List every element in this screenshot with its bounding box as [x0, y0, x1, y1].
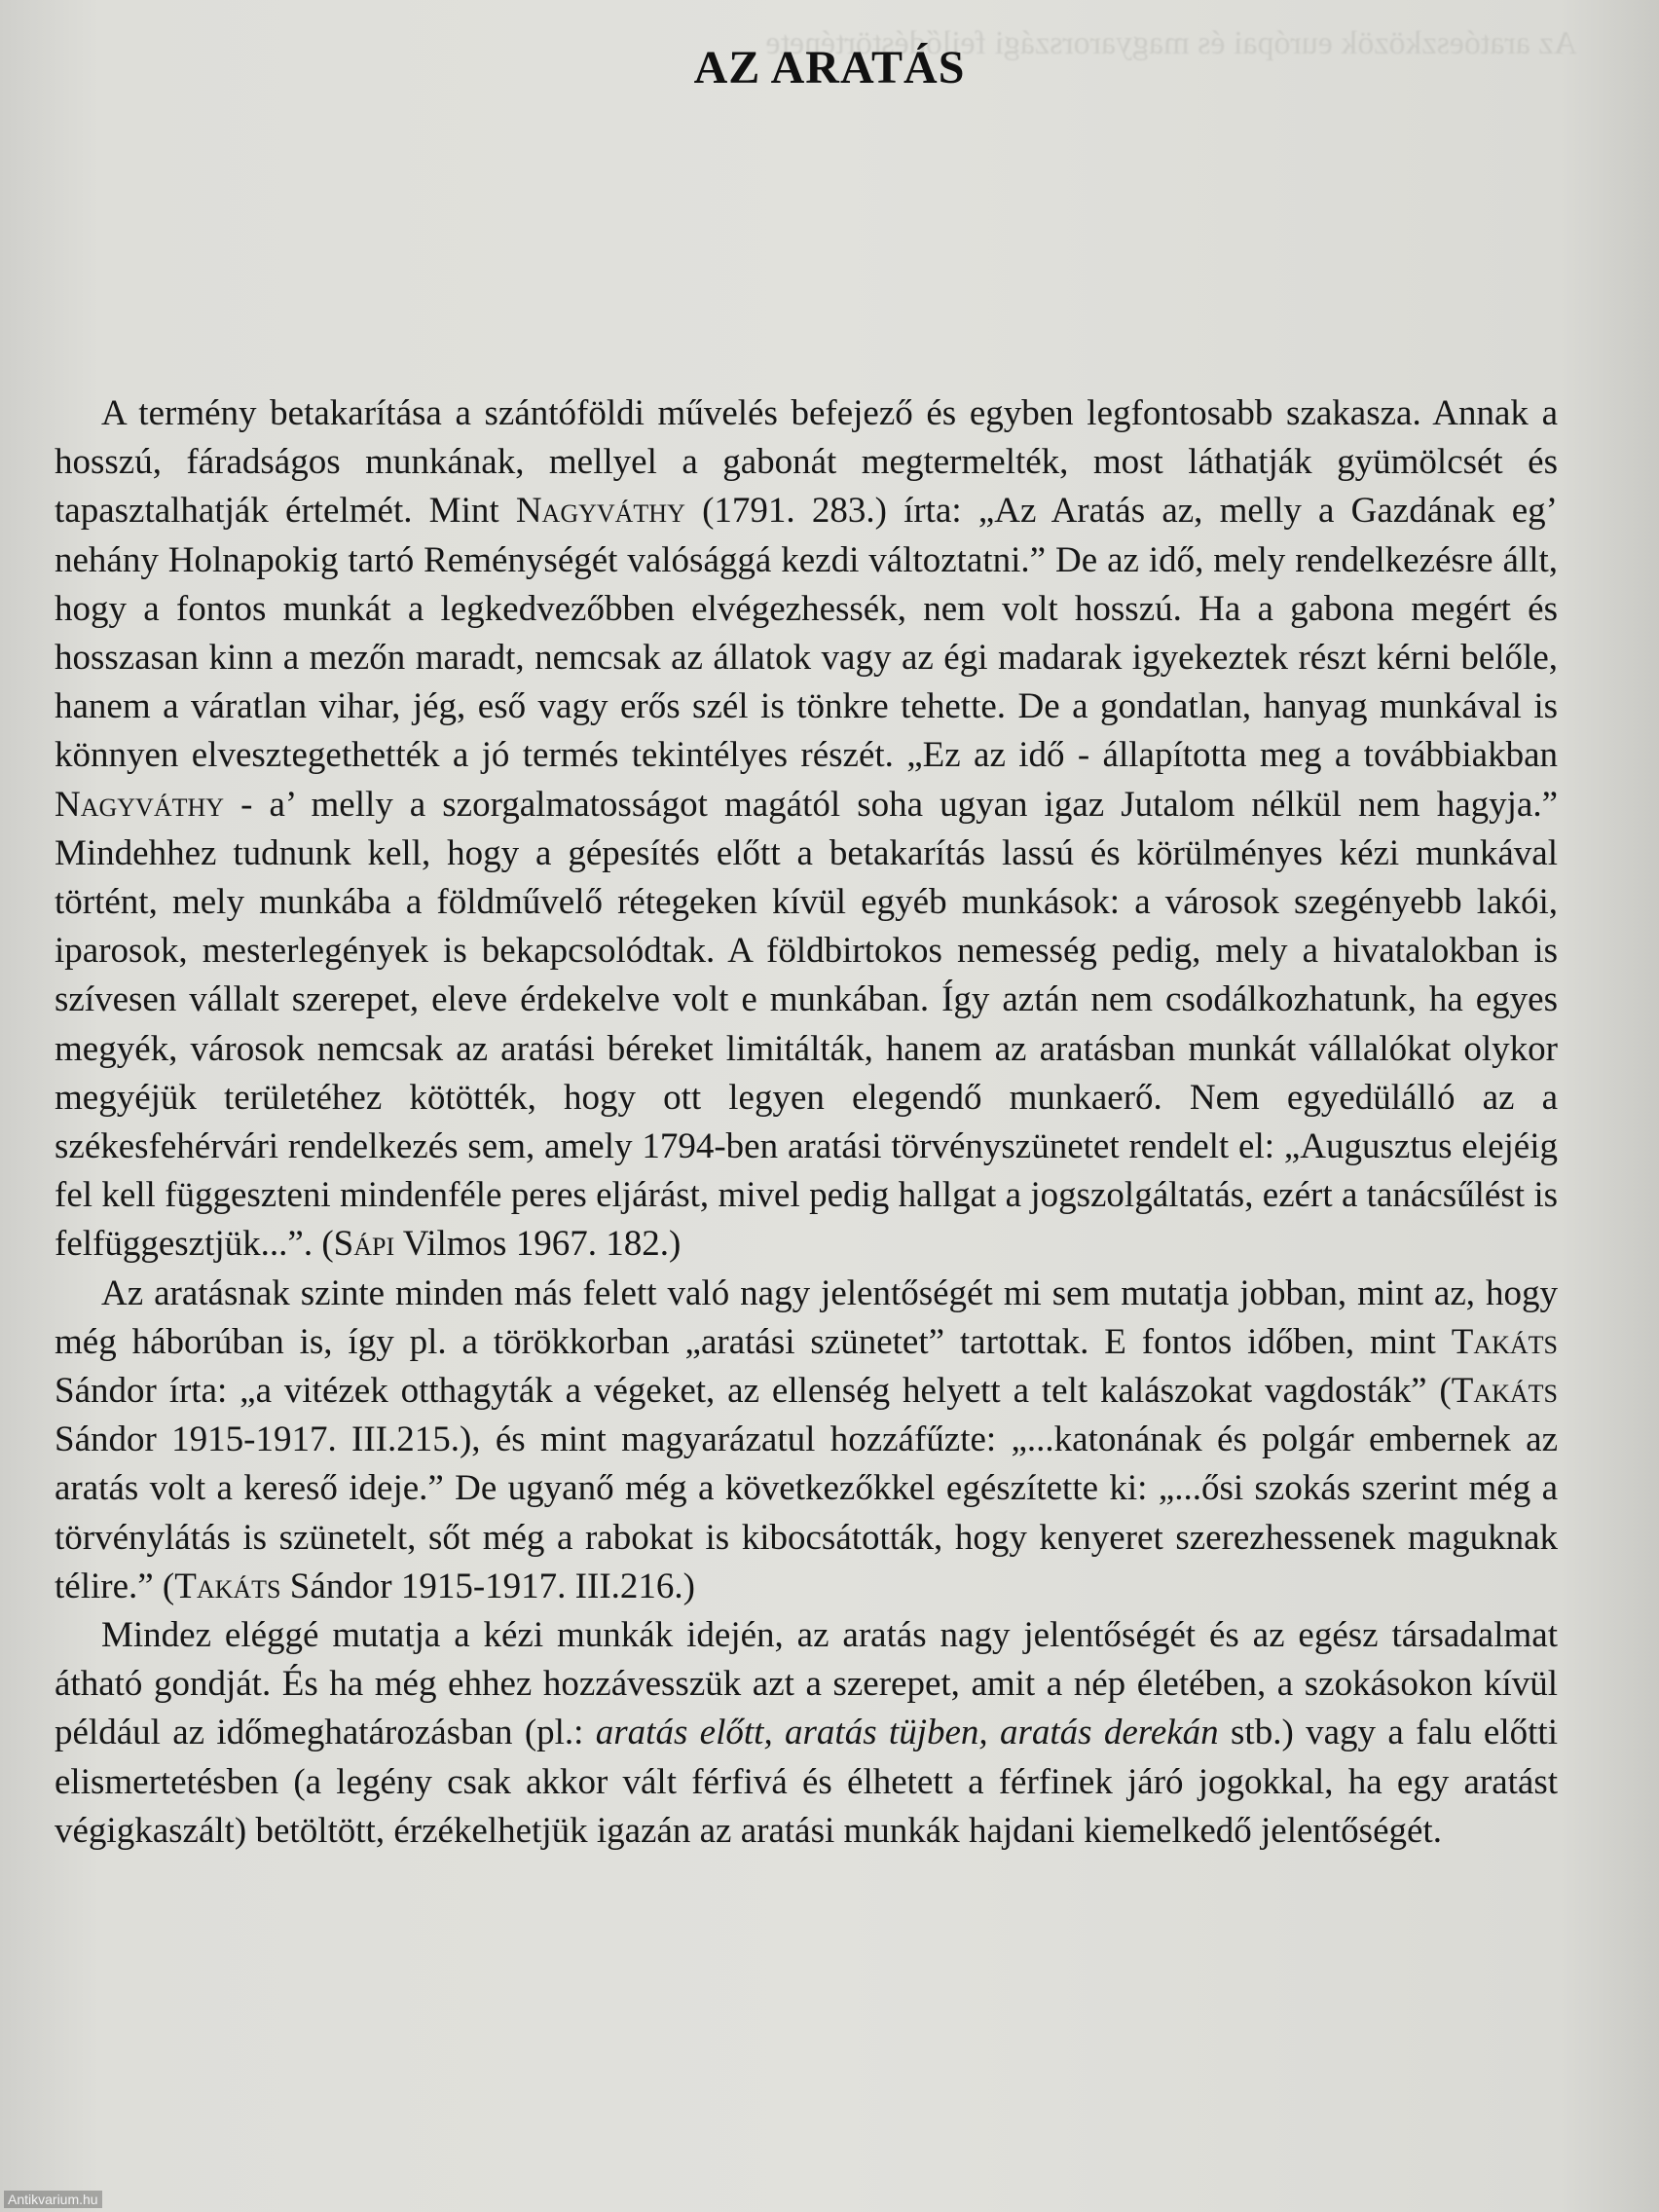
paragraph-1: A termény betakarítása a szántóföldi művelés befejező és egyben legfontosabb szakasza. Annak a hosszú, fáradságos munkának, mellyel a gabonát megtermelték, most láthatják gyümölcsét és tapasztalhatják értelmét. Mint Nagyváthy (1791. 283.) írta: „Az Aratás az, melly a Gazdának eg’ nehány Holnapokig tartó Reménységét valósággá kezdi változtatni.” De az idő, mely rendelkezésre állt, hogy a fontos munkát a legkedvezőbben elvégezhessék, nem volt hosszú. Ha a gabona megért és hosszasan kinn a mezőn maradt, nemcsak az állatok vagy az égi madarak igyekeztek részt kérni belőle, hanem a váratlan vihar, jég, eső vagy erős szél is tönkre tehette. De a gondatlan, hanyag munkával is könnyen elvesztegethették a jó termés tekintélyes részét. „Ez az idő - állapította meg a továbbiakban Nagyváthy - a’ melly a szorgalmatosságot magától soha ugyan igaz Jutalom nélkül nem hagyja.” Mindehhez tudnunk kell, hogy a gépesítés előtt a betakarítás lassú és körülményes kézi munkával történt, mely munkába a földművelő rétegeken kívül egyéb munkások: a városok szegényebb lakói, iparosok, mesterlegények is bekapcsolódtak. A földbirtokos nemesség pedig, mely a hivatalokban is szívesen vállalt szerepet, eleve érdekelve volt e munkában. Így aztán nem csodálkozhatunk, ha egyes megyék, városok nemcsak az aratási béreket limitálták, hanem az aratásban munkát vállalókat olykor megyéjük területéhez kötötték, hogy ott legyen elegendő munkaerő. Nem egyedülálló az a székesfehérvári rendelkezés sem, amely 1794-ben aratási törvényszünetet rendelt el: „Augusztus elejéig fel kell függeszteni mindenféle peres eljárást, mivel pedig hallgat a jogszolgáltatás, ezért a tanácsűlést is felfüggesztjük...”. (Sápi Vilmos 1967. 182.): [55, 393, 1559, 1265]
author-name: Takáts: [174, 1566, 281, 1606]
italic-phrase: aratás előtt, aratás tüjben, aratás derekán: [595, 1713, 1219, 1753]
author-name: Sápi: [333, 1224, 395, 1265]
watermark: Antikvarium.hu: [4, 2191, 102, 2208]
author-name: Takáts: [1451, 1321, 1558, 1362]
author-name: Takáts: [1451, 1371, 1558, 1412]
author-name: Nagyváthy: [55, 784, 225, 825]
paragraph-3: Mindez eléggé mutatja a kézi munkák idején, az aratás nagy jelentőségét és az egész társadalmat átható gondját. És ha még ehhez hozzávesszük azt a szerepet, amit a nép életében, a szokásokon kívül például az időmeghatározásban (pl.: aratás előtt, aratás tüjben, aratás derekán stb.) vagy a falu előtti elismertetésben (a legény csak akkor vált férfivá és élhetett a férfinek járó jogokkal, ha egy aratást végigkaszált) betöltött, érzékelhetjük igazán az aratási munkák hajdani kiemelkedő jelentőségét.: [55, 1615, 1558, 1851]
author-name: Nagyváthy: [515, 491, 685, 532]
body-text: [55, 389, 1558, 1856]
paragraph-2: Az aratásnak szinte minden más felett való nagy jelentőségét mi sem mutatja jobban, mint az, hogy még háborúban is, így pl. a törökkorban „aratási szünetet” tartottak. E fontos időben, mint Takáts Sándor írta: „a vitézek otthagyták a végeket, az ellenség helyett a telt kalászokat vagdosták” (Takáts Sándor 1915-1917. III.215.), és mint magyarázatul hozzáfűzte: „...katonának és polgár embernek az aratás volt a kereső ideje.” De ugyanő még a következőkkel egészítette ki: „...ősi szokás szerint még a törvénylátás is szünetelt, sőt még a rabokat is kibocsátották, hogy kenyeret szerezhessenek maguknak télire.” (Takáts Sándor 1915-1917. III.216.): [55, 1272, 1558, 1606]
page-title: AZ ARATÁS: [693, 42, 966, 93]
bleed-through-text: Az aratóeszközök európai és magyarországi fejlődéstörténete: [765, 25, 1577, 61]
